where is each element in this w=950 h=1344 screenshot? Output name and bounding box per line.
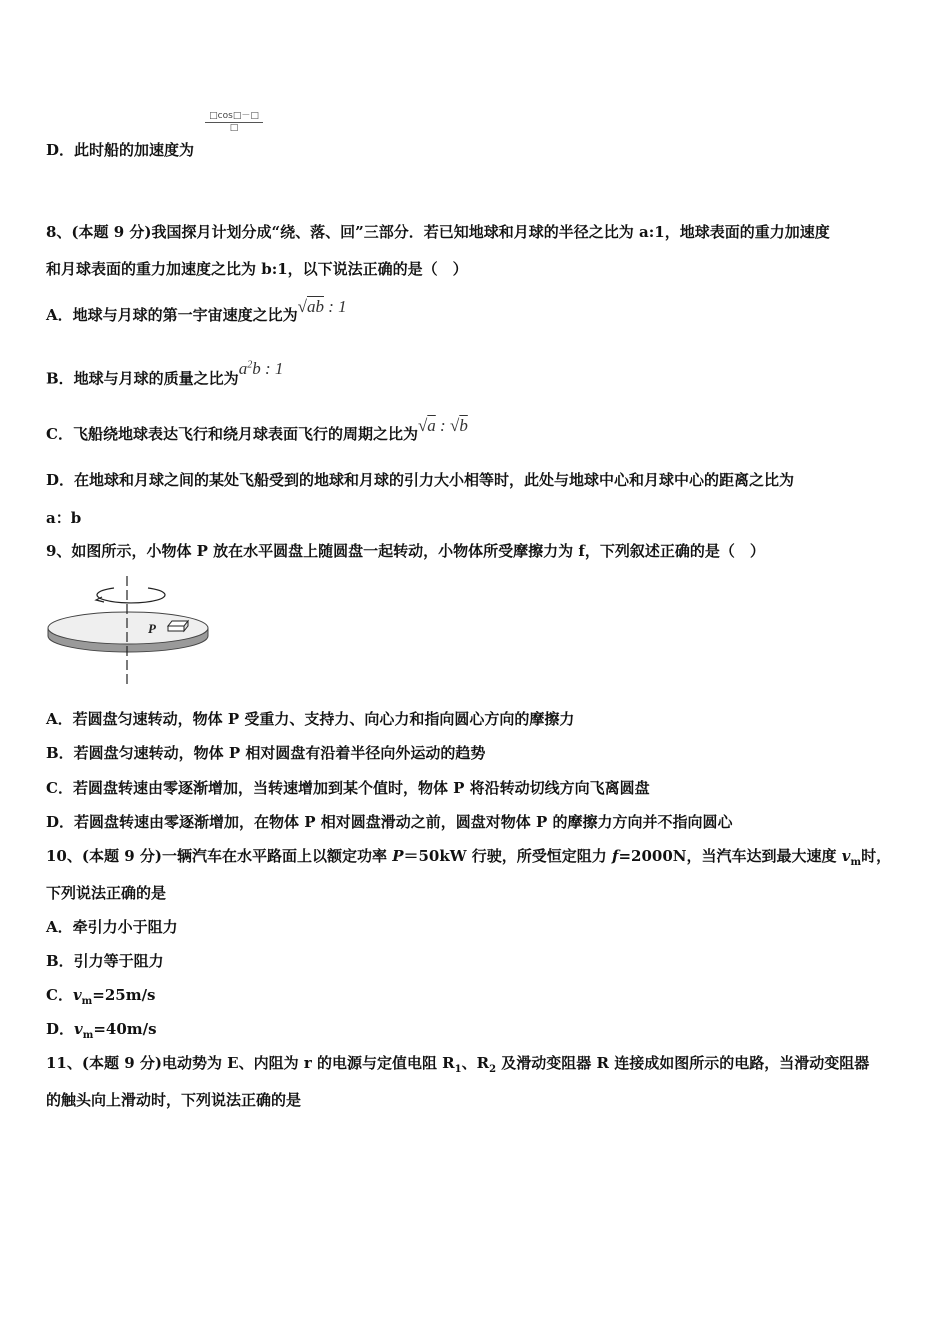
q8-option-a [46, 297, 347, 325]
q11-sep: 、R [461, 1054, 490, 1072]
q8-option-a-text: A．地球与月球的第一宇宙速度之比为 [46, 306, 298, 324]
q10-stem-part3: =2000N，当汽车达到最大速度 [618, 847, 842, 865]
q10-stem-sub: m [850, 857, 862, 868]
object-p-label: P [148, 621, 156, 636]
rotation-arrow [97, 588, 165, 603]
q8-option-c-root1: a [427, 416, 436, 435]
q9-option-d: D．若圆盘转速由零逐渐增加，在物体 P 相对圆盘滑动之前，圆盘对物体 P 的摩擦力方向并不指向圆心 [46, 813, 733, 831]
q8-option-b-exp: 2 [247, 359, 253, 370]
q10-option-d-label: D． [46, 1020, 75, 1038]
q8-option-c-sep: : [435, 416, 450, 435]
q10-option-c [46, 985, 156, 1012]
q8-option-d-line2: a：b [46, 509, 82, 527]
q11-stem-part2: 及滑动变阻器 R 连接成如图所示的电路，当滑动变阻器 [496, 1054, 870, 1072]
q10-option-c-value: =25m/s [92, 986, 156, 1004]
q10-stem-f: f [612, 847, 619, 865]
q10-option-c-v: v [72, 986, 82, 1004]
rotating-disc-diagram [44, 574, 214, 690]
q8-option-a-rest: : 1 [323, 297, 347, 316]
q11-stem-line1 [46, 1053, 869, 1080]
q9-option-a: A．若圆盘匀速转动，物体 P 受重力、支持力、向心力和指向圆心方向的摩擦力 [46, 710, 575, 728]
q11-stem-line2: 的触头向上滑动时，下列说法正确的是 [46, 1091, 302, 1109]
q8-stem-line2: 和月球表面的重力加速度之比为 b:1，以下说法正确的是（ ） [46, 260, 468, 278]
q10-stem-part2: ＝50kW 行驶，所受恒定阻力 [403, 847, 613, 865]
q10-option-c-label: C． [46, 986, 73, 1004]
q10-option-d [46, 1019, 157, 1046]
q8-option-a-root: ab [306, 297, 324, 316]
q7-option-d: D．此时船的加速度为 [46, 141, 195, 159]
q10-option-c-sub: m [81, 996, 93, 1007]
q8-option-b-rest: b : 1 [252, 358, 284, 378]
q8-option-a-math: √ab : 1 [297, 297, 347, 316]
q7-fraction-denominator: □ [229, 123, 239, 133]
q11-sub1: 1 [454, 1064, 462, 1075]
q8-stem-line1: 8、(本题 9 分)我国探月计划分成“绕、落、回”三部分．若已知地球和月球的半径之比为 a:1，地球表面的重力加速度 [46, 223, 830, 241]
q9-option-b: B．若圆盘匀速转动，物体 P 相对圆盘有沿着半径向外运动的趋势 [46, 744, 486, 762]
q10-option-d-v: v [74, 1020, 83, 1038]
q8-option-c-math: √a : √b [417, 416, 468, 435]
q10-option-d-value: =40m/s [93, 1020, 157, 1038]
q10-stem-part4: 时， [861, 847, 892, 865]
q8-option-c-root2: b [459, 416, 468, 435]
q8-option-b-math [239, 359, 284, 378]
q11-stem-part1: 11、(本题 9 分)电动势为 E、内阻为 r 的电源与定值电阻 R [46, 1054, 455, 1072]
q10-stem-p: P [392, 847, 404, 865]
q8-option-b [46, 358, 284, 389]
q10-stem-line2: 下列说法正确的是 [46, 884, 167, 902]
q10-option-d-sub: m [82, 1030, 94, 1041]
q8-option-b-a: a [238, 358, 248, 378]
q9-option-c: C．若圆盘转速由零逐渐增加，当转速增加到某个值时，物体 P 将沿转动切线方向飞离圆盘 [46, 779, 650, 797]
q10-option-a: A．牵引力小于阻力 [46, 918, 178, 936]
q8-option-d-line1: D．在地球和月球之间的某处飞船受到的地球和月球的引力大小相等时，此处与地球中心和月球中心的距离之比为 [46, 471, 795, 489]
q8-option-b-text: B．地球与月球的质量之比为 [46, 369, 239, 388]
q10-option-b: B．引力等于阻力 [46, 952, 164, 970]
object-p-front [168, 626, 184, 631]
q7-fraction [205, 108, 263, 133]
q10-stem-part1: 10、(本题 9 分)一辆汽车在水平路面上以额定功率 [46, 847, 393, 865]
q7-fraction-numerator: □cos□－□ [205, 108, 263, 123]
q8-option-c-text: C．飞船绕地球表达飞行和绕月球表面飞行的周期之比为 [46, 425, 418, 443]
q10-stem-v: v [841, 847, 851, 865]
q9-stem: 9、如图所示，小物体 P 放在水平圆盘上随圆盘一起转动，小物体所受摩擦力为 f，下列叙述正确的是（ ） [46, 542, 765, 560]
q8-option-c [46, 416, 468, 444]
q10-stem-line1 [46, 846, 891, 873]
q11-sub2: 2 [489, 1064, 497, 1075]
